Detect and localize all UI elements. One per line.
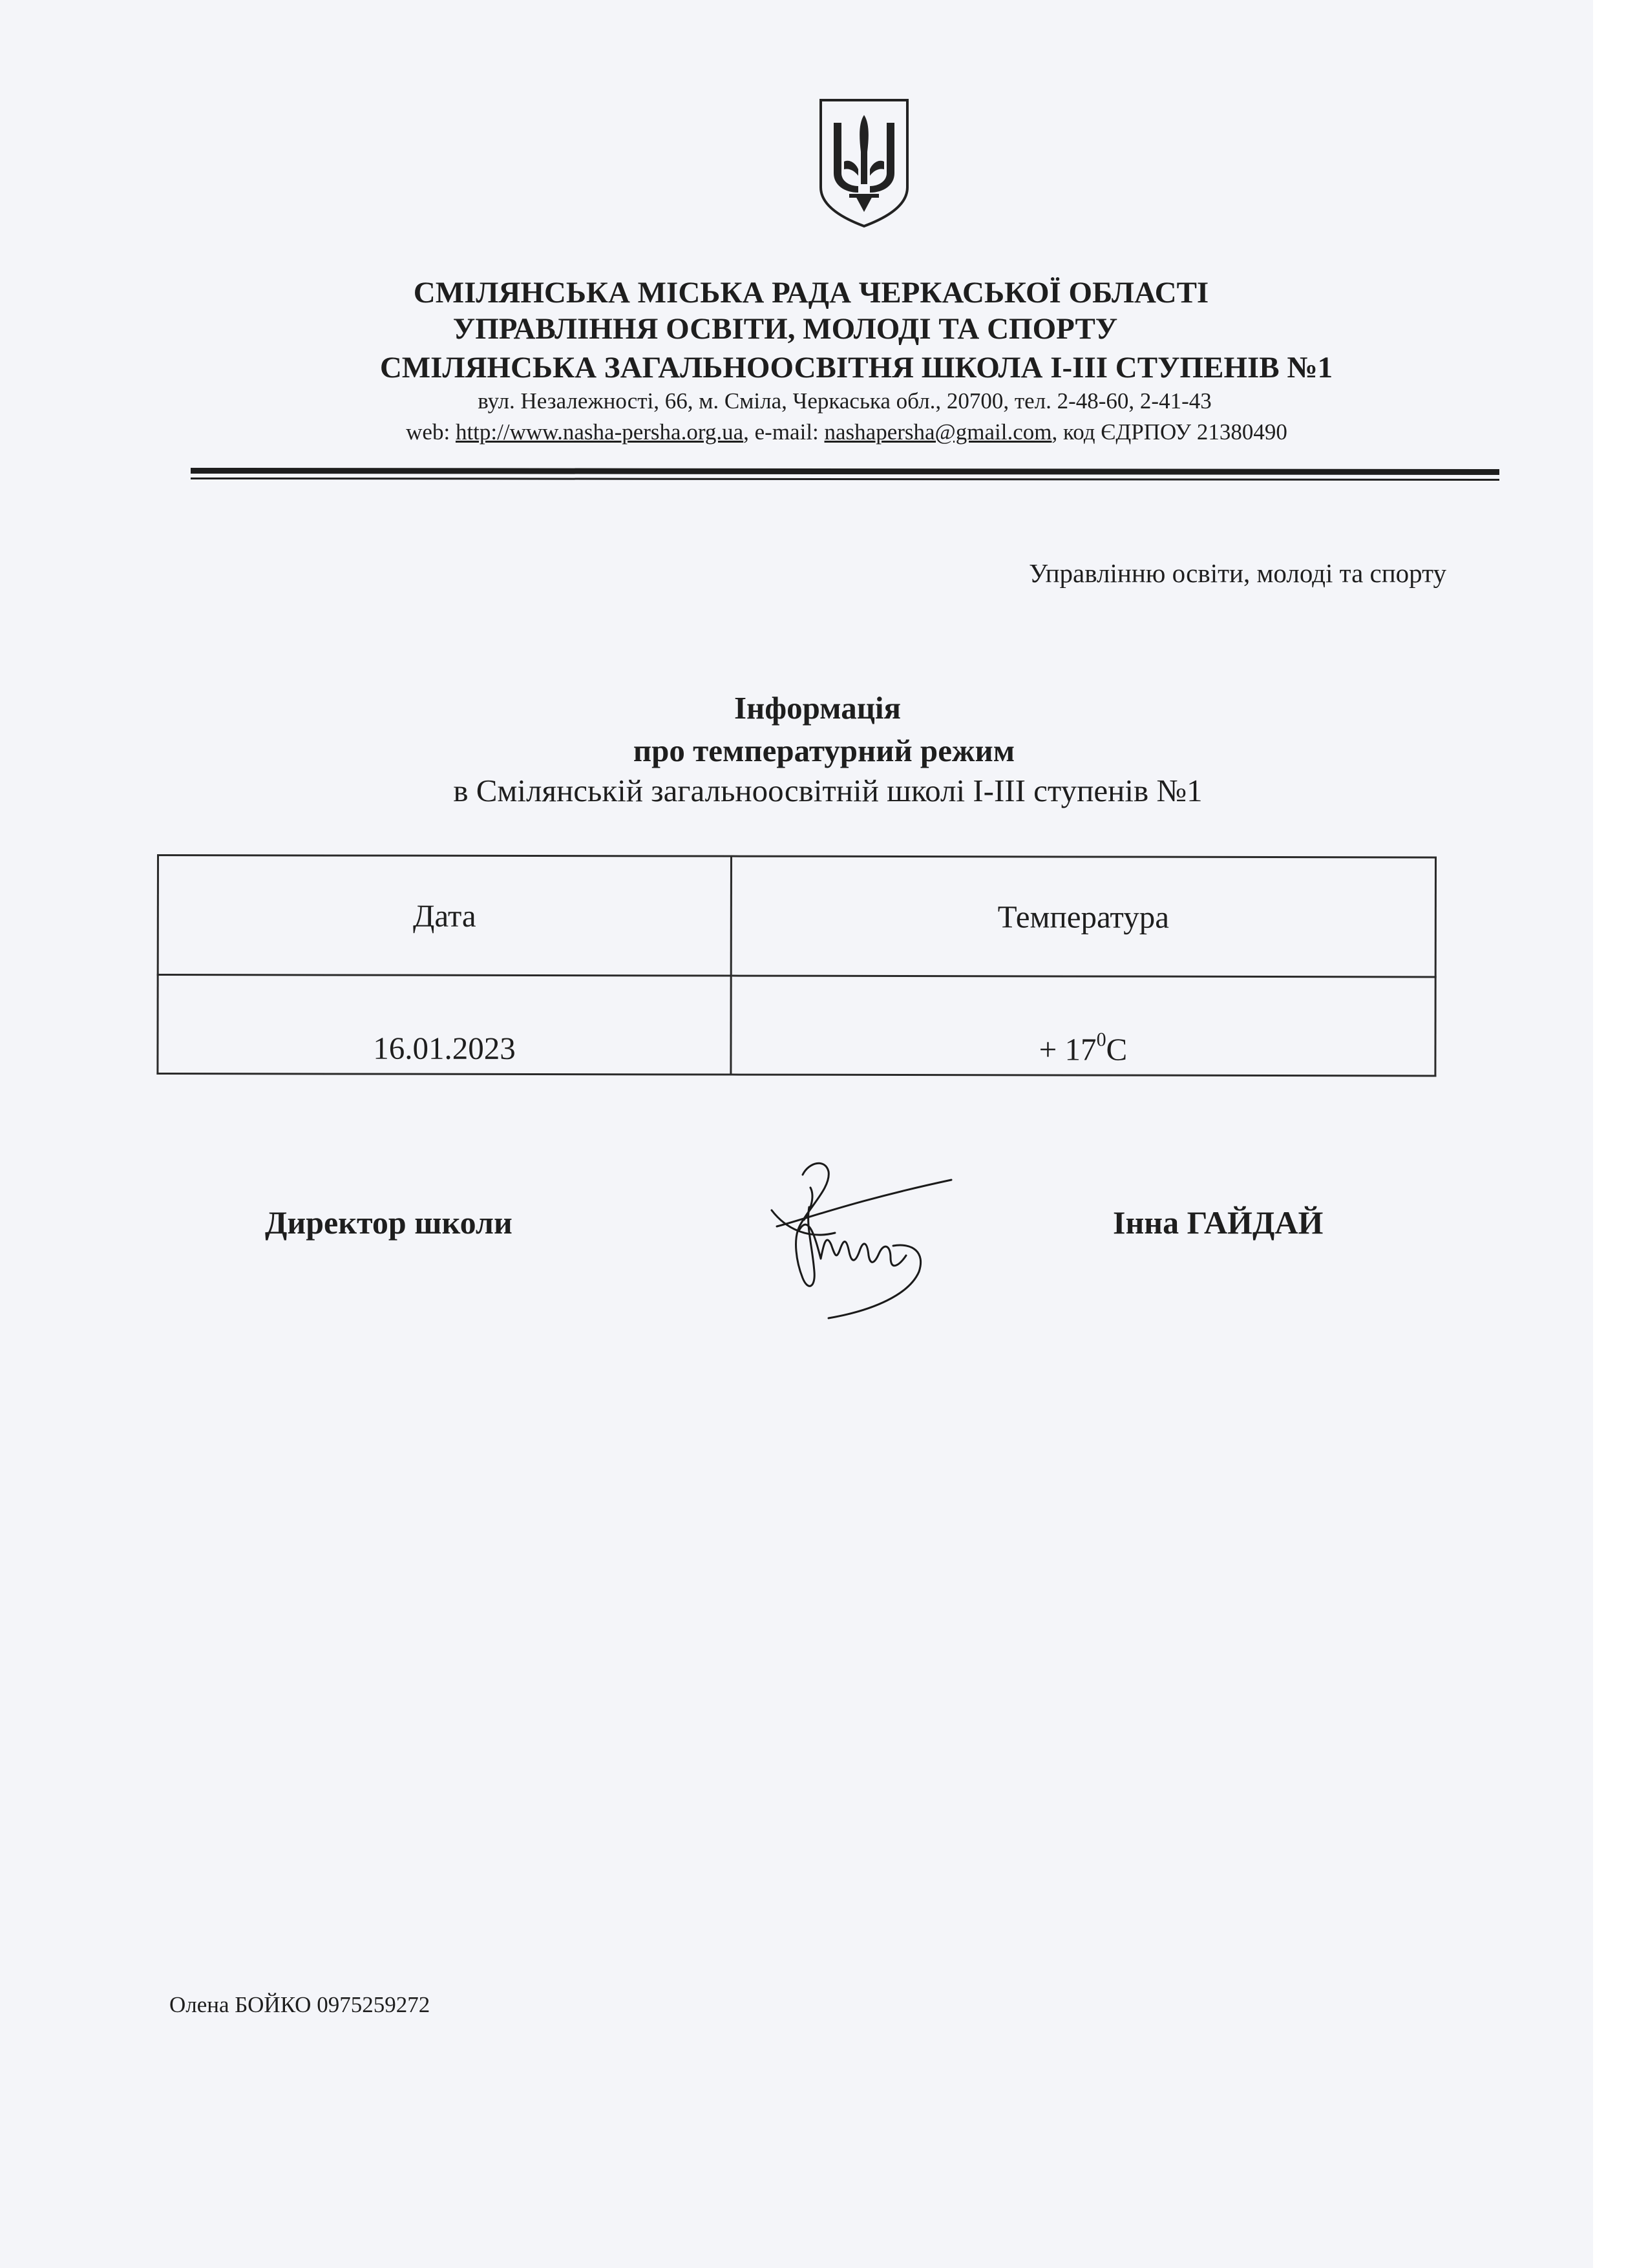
temperature-unit: С [1106, 1031, 1128, 1067]
website-link[interactable]: http://www.nasha-persha.org.ua [455, 419, 744, 445]
school-contacts [23, 419, 1648, 446]
table-header-row [158, 856, 1435, 977]
web-label: web: [406, 419, 456, 445]
header-temperature: Температура [731, 856, 1435, 977]
signatory-role: Директор школи [265, 1204, 512, 1241]
header-divider-thick [191, 468, 1499, 475]
org-name-department: УПРАВЛІННЯ ОСВІТИ, МОЛОДІ ТА СПОРТУ [452, 312, 1118, 346]
org-name-city-council: СМІЛЯНСЬКА МІСЬКА РАДА ЧЕРКАСЬКОЇ ОБЛАСТІ [413, 276, 1209, 310]
cell-date: 16.01.2023 [158, 975, 731, 1075]
document-subject: в Смілянській загальноосвітній школі І-ІІІ ступенів №1 [453, 773, 1203, 808]
cell-temperature [731, 976, 1435, 1076]
temperature-table [156, 854, 1437, 1076]
edrpou-code: , код ЄДРПОУ 21380490 [1051, 419, 1287, 445]
temperature-value: + 17 [1039, 1031, 1097, 1067]
table-row [158, 975, 1435, 1076]
document-subtitle: про температурний режим [633, 733, 1015, 768]
org-name-school: СМІЛЯНСЬКА ЗАГАЛЬНООСВІТНЯ ШКОЛА І-ІІІ СТУПЕНІВ №1 [379, 351, 1333, 384]
email-label: , e-mail: [743, 419, 825, 445]
header-divider-thin [191, 478, 1499, 481]
recipient: Управлінню освіти, молоді та спорту [1029, 558, 1446, 588]
email-link[interactable]: nashapersha@gmail.com [824, 419, 1052, 445]
document-title: Інформація [734, 690, 902, 726]
signatory-name: Інна ГАЙДАЙ [1113, 1204, 1324, 1241]
degree-mark: 0 [1096, 1029, 1106, 1051]
executor-contact: Олена БОЙКО 0975259272 [169, 1992, 430, 2017]
school-address: вул. Незалежності, 66, м. Сміла, Черкаська обл., 20700, тел. 2-48-60, 2-41-43 [478, 388, 1212, 414]
signature-image [764, 1149, 961, 1320]
header-date: Дата [158, 856, 731, 976]
trident-icon [816, 97, 913, 229]
